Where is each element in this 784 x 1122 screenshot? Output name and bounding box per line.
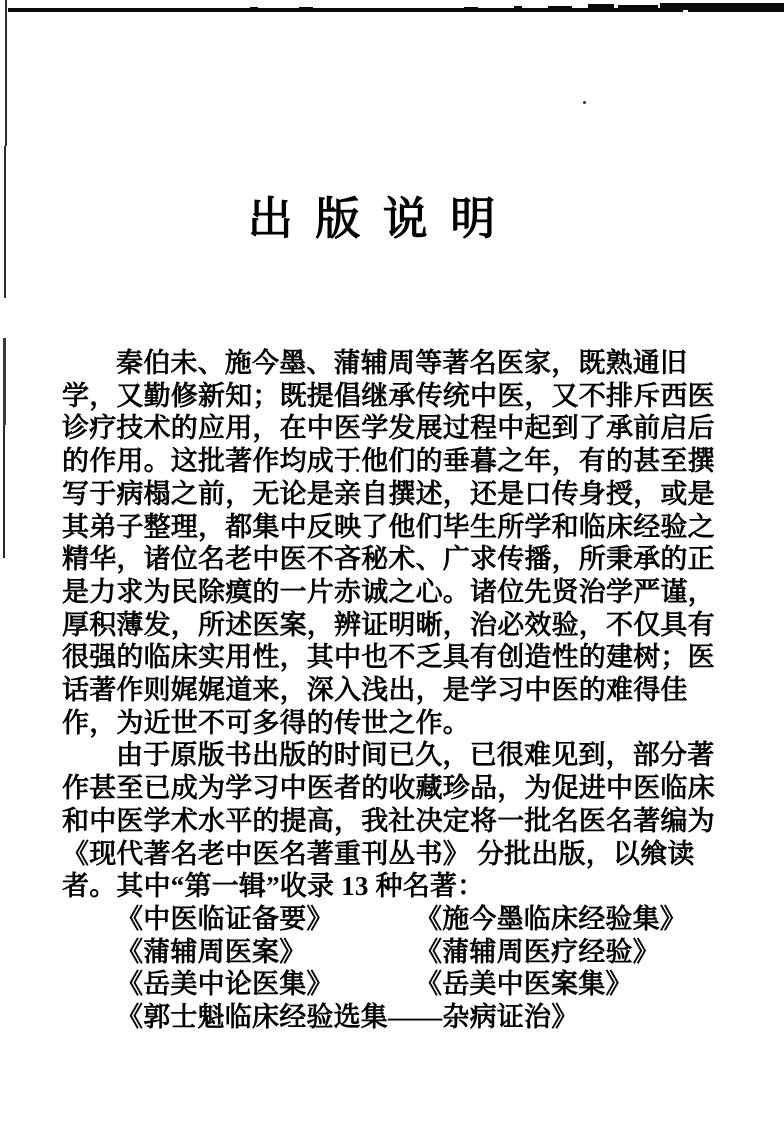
scan-artifact-left-edge — [3, 425, 5, 558]
paragraph1-line: 其弟子整理，都集中反映了他们毕生所学和临床经验之 — [62, 511, 715, 542]
book-title: 《郭士魁临床经验选集——杂病证治》 — [116, 1002, 579, 1033]
book-list-row — [62, 903, 762, 936]
scan-artifact-blob — [464, 7, 478, 11]
scan-artifact-blob — [345, 8, 351, 11]
paragraph2-line: 者。其中“第一辑”收录 13 种名著： — [62, 871, 485, 902]
paragraph2-line: 作甚至已成为学习中医者的收藏珍品，为促进中医临床 — [62, 773, 715, 804]
paragraph1-line: 厚积薄发，所述医案，辨证明晰，治必效验，不仅具有 — [62, 609, 715, 640]
paragraph1-line: 很强的临床实用性，其中也不乏具有创造性的建树；医 — [62, 642, 715, 673]
scan-artifact-blob — [588, 4, 614, 11]
scan-artifact-blob — [299, 7, 313, 11]
scan-artifact-left-edge — [3, 338, 6, 425]
scan-artifact-nick — [683, 10, 688, 13]
paragraph1-line: 秦伯未、施今墨、蒲辅周等著名医家，既熟通旧 — [116, 348, 688, 378]
scan-artifact-blob — [548, 6, 572, 12]
paragraph1-line: 精华，诸位名老中医不吝秘术、广求传播，所秉承的正 — [62, 544, 715, 575]
book-title: 《岳美中论医集》 — [116, 969, 334, 1000]
book-list-row — [62, 936, 762, 969]
paragraph1-line: 的作用。这批著作均成于他们的垂暮之年，有的甚至撰 — [62, 446, 715, 477]
page-title: 出 版 说 明 — [247, 193, 501, 244]
scan-artifact-speck — [583, 101, 586, 104]
body-text — [62, 347, 762, 1034]
scan-artifact-blob — [660, 3, 784, 12]
scan-artifact-left-edge — [5, 0, 7, 146]
paragraph1-line: 话著作则娓娓道来，深入浅出，是学习中医的难得佳 — [62, 675, 688, 706]
paragraph2-line: 由于原版书出版的时间已久，已很难见到，部分著 — [116, 740, 715, 771]
scan-artifact-blob — [618, 5, 658, 12]
book-title: 《蒲辅周医疗经验》 — [415, 936, 660, 967]
book-title: 《施今墨临床经验集》 — [415, 903, 687, 934]
book-list-row — [62, 1001, 762, 1034]
paragraph1-line: 诊疗技术的应用，在中医学发展过程中起到了承前启后 — [62, 413, 715, 444]
paragraph1-line: 写于病榻之前，无论是亲自撰述，还是口传身授，或是 — [62, 478, 715, 509]
book-title: 《岳美中医案集》 — [415, 969, 633, 1000]
book-title: 《蒲辅周医案》 — [116, 936, 307, 967]
book-title: 《中医临证备要》 — [116, 903, 334, 934]
paragraph1-line: 作，为近世不可多得的传世之作。 — [62, 707, 470, 738]
book-list-row — [62, 968, 762, 1001]
paragraph1-line: 学，又勤修新知；既提倡继承传统中医，又不排斥西医 — [62, 380, 715, 411]
paragraph2-line: 和中医学术水平的提高，我社决定将一批名医名著编为 — [62, 805, 715, 836]
scan-artifact-blob — [514, 6, 522, 11]
paragraph2-line: 《现代著名老中医名著重刊丛书》 分批出版，以飨读 — [62, 838, 695, 869]
paragraph1-line: 是力求为民除瘼的一片赤诚之心。诸位先贤治学严谨， — [62, 576, 715, 607]
scan-artifact-blob — [250, 7, 258, 11]
